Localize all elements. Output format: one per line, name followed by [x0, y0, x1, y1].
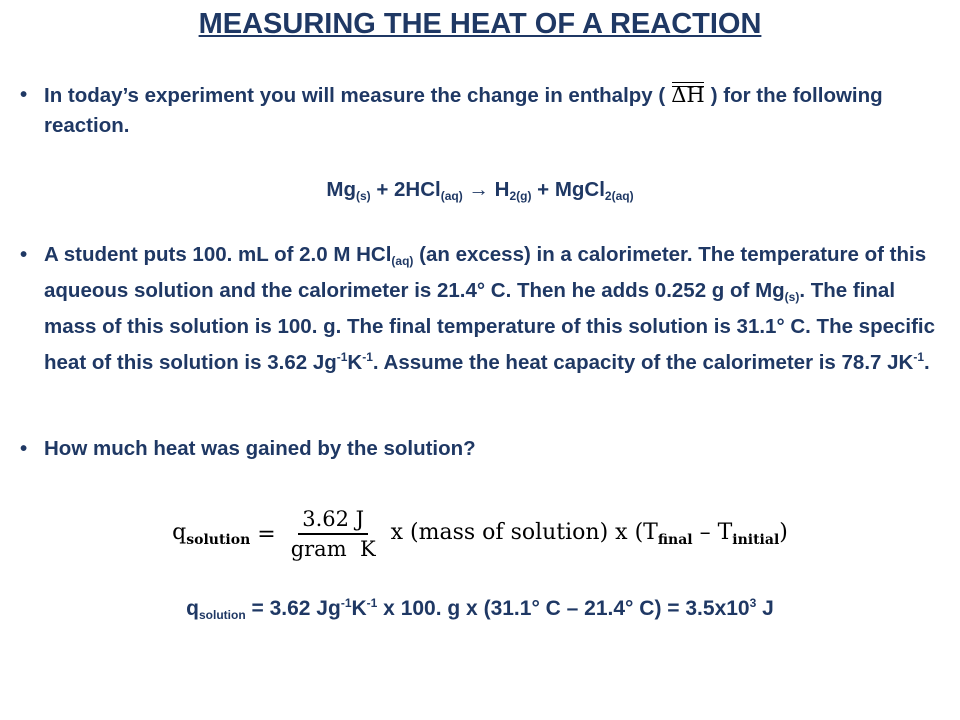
heat-formula: $q_{solution}$ = $\frac{3.62 J}{\text{gram K}}$ x (mass of solution) x $(T_{final} - T_{initial})$ — [172, 507, 788, 561]
procedure-text: A student puts 100. mL of 2.0 M HCl$_{(aq)}$ (an excess) in a calorimeter. The temperature of this aqueous solution and the calorimeter is 21.4° C. Then he adds 0.252 g of $Mg_{(s)}$. The final mass of this solution is 100. g. The final temperature of this solution is 31.1° C. The specific heat of this solution is 3.62 $Jg^{-1}K^{-1}$. Assume the heat capacity of the calorimeter is 78.7 $JK^{-1}$. — [44, 243, 936, 374]
delta-h-bar-symbol: ΔH — [665, 80, 710, 110]
specific-heat-fraction: $\frac{3.62 J}{\text{gram K}}$ — [290, 507, 376, 561]
bullet-dot: • — [20, 83, 28, 106]
bullet-procedure — [20, 240, 945, 378]
bullet-dot: • — [20, 437, 28, 460]
intro-text-after: ) for the following reaction. — [44, 84, 883, 137]
intro-text-before: In today’s experiment you will measure the change in enthalpy ( — [44, 84, 666, 107]
bullet-dot: • — [20, 243, 28, 266]
slide-title: MEASURING THE HEAT OF A REACTION — [198, 8, 762, 40]
formula-rest: x (mass of solution) x $(T_{final} - T_{initial})$ — [383, 520, 788, 548]
answer-calculation: $q_{solution} = 3.62$ $Jg^{-1}K^{-1}$ x 100. g x (31.1° C – 21.4° $C) = 3.5x10^3$ J — [186, 596, 774, 622]
reaction-equation: $Mg_{(s)} + 2HCl_{(aq)} \to H_{2(g)}$ + MgCl$_{2(aq)}$ — [326, 178, 634, 203]
bullet-question — [20, 434, 945, 464]
question-text: How much heat was gained by the solution? — [44, 437, 476, 460]
formula-q: $q_{solution}$ — [172, 520, 251, 548]
bullet-intro — [20, 80, 945, 141]
